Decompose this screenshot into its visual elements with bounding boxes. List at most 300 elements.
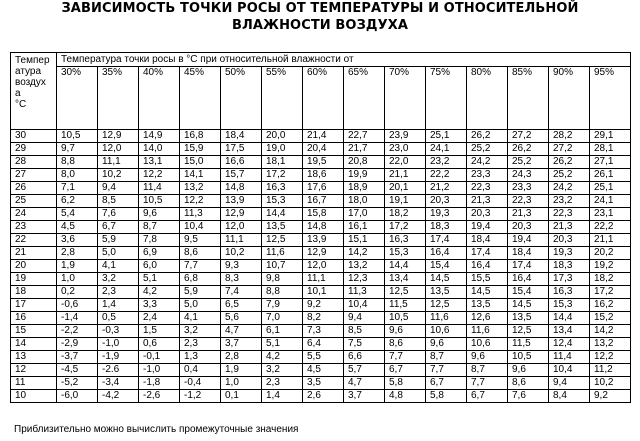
dew-point-cell: 8,8 bbox=[57, 156, 98, 169]
dew-point-cell: -0,1 bbox=[139, 351, 180, 364]
dew-point-cell: 12,0 bbox=[303, 260, 344, 273]
dew-point-cell: -2,9 bbox=[57, 338, 98, 351]
table-row bbox=[11, 182, 631, 195]
dew-point-cell: 15,4 bbox=[426, 260, 467, 273]
dew-point-cell: -4,5 bbox=[57, 364, 98, 377]
table-row bbox=[11, 247, 631, 260]
dew-point-cell: 14,8 bbox=[303, 221, 344, 234]
table-row bbox=[11, 351, 631, 364]
dew-point-cell: 20,3 bbox=[508, 221, 549, 234]
dew-point-cell: 21,3 bbox=[549, 221, 590, 234]
dew-point-cell: 17,5 bbox=[221, 143, 262, 156]
dew-point-cell: 12,4 bbox=[549, 338, 590, 351]
dew-point-cell: 1,9 bbox=[57, 260, 98, 273]
dew-point-cell: 16,1 bbox=[344, 221, 385, 234]
dew-point-cell: 11,1 bbox=[221, 234, 262, 247]
dew-point-cell: 15,0 bbox=[180, 156, 221, 169]
dew-point-cell: 3,2 bbox=[262, 364, 303, 377]
dew-point-cell: 2,3 bbox=[98, 286, 139, 299]
humidity-column-header: 70% bbox=[385, 67, 426, 130]
dew-point-cell: 18,4 bbox=[221, 130, 262, 143]
dew-point-cell: 8,7 bbox=[426, 351, 467, 364]
dew-point-cell: 20,3 bbox=[549, 234, 590, 247]
dew-point-cell: 18,2 bbox=[590, 273, 631, 286]
air-temperature-cell: 23 bbox=[11, 221, 57, 234]
table-row bbox=[11, 130, 631, 143]
dew-point-cell: 11,5 bbox=[508, 338, 549, 351]
dew-point-cell: 0,6 bbox=[139, 338, 180, 351]
dew-point-cell: 9,2 bbox=[303, 299, 344, 312]
dew-point-cell: 24,1 bbox=[590, 195, 631, 208]
air-temperature-cell: 25 bbox=[11, 195, 57, 208]
dew-point-cell: 21,4 bbox=[303, 130, 344, 143]
dew-point-cell: 25,2 bbox=[549, 169, 590, 182]
air-temperature-cell: 28 bbox=[11, 156, 57, 169]
dew-point-cell: 14,2 bbox=[344, 247, 385, 260]
dew-point-cell: 5,8 bbox=[426, 390, 467, 403]
dew-point-cell: 5,9 bbox=[98, 234, 139, 247]
dew-point-cell: -5,2 bbox=[57, 377, 98, 390]
dew-point-cell: 1,3 bbox=[180, 351, 221, 364]
dew-point-cell: 9,5 bbox=[180, 234, 221, 247]
dew-point-cell: 22,2 bbox=[590, 221, 631, 234]
dew-point-cell: 14,2 bbox=[590, 325, 631, 338]
dew-point-cell: 20,2 bbox=[590, 247, 631, 260]
dew-point-cell: 15,8 bbox=[303, 208, 344, 221]
air-temperature-cell: 14 bbox=[11, 338, 57, 351]
dew-point-cell: 8,6 bbox=[180, 247, 221, 260]
dew-point-cell: 1,0 bbox=[221, 377, 262, 390]
dew-point-cell: 12,6 bbox=[467, 312, 508, 325]
table-row bbox=[11, 299, 631, 312]
dew-point-cell: 16,4 bbox=[508, 273, 549, 286]
dew-point-cell: 15,1 bbox=[344, 234, 385, 247]
dew-point-cell: 11,3 bbox=[180, 208, 221, 221]
dew-point-cell: 22,3 bbox=[508, 195, 549, 208]
dew-point-cell: 6,5 bbox=[221, 299, 262, 312]
dew-point-cell: 19,3 bbox=[549, 247, 590, 260]
row-header-air-temperature bbox=[11, 53, 57, 130]
dew-point-cell: 20,3 bbox=[426, 195, 467, 208]
dew-point-cell: 19,5 bbox=[303, 156, 344, 169]
dew-point-cell: 16,4 bbox=[426, 247, 467, 260]
dew-point-cell: 6,7 bbox=[426, 377, 467, 390]
dew-point-cell: -0,6 bbox=[57, 299, 98, 312]
dew-point-cell: 12,2 bbox=[139, 169, 180, 182]
dew-point-cell: 11,4 bbox=[549, 351, 590, 364]
table-row bbox=[11, 377, 631, 390]
dew-point-cell: 21,1 bbox=[590, 234, 631, 247]
dew-point-cell: 13,5 bbox=[508, 312, 549, 325]
air-temperature-cell: 17 bbox=[11, 299, 57, 312]
dew-point-cell: 11,6 bbox=[262, 247, 303, 260]
dew-point-cell: 16,8 bbox=[180, 130, 221, 143]
dew-point-cell: 4,5 bbox=[303, 364, 344, 377]
dew-point-cell: 2,4 bbox=[139, 312, 180, 325]
air-temperature-cell: 16 bbox=[11, 312, 57, 325]
dew-point-cell: 26,2 bbox=[508, 143, 549, 156]
table-row bbox=[11, 312, 631, 325]
dew-point-cell: 18,3 bbox=[549, 260, 590, 273]
dew-point-cell: 6,9 bbox=[139, 247, 180, 260]
dew-point-cell: 7,7 bbox=[385, 351, 426, 364]
dew-point-cell: -2.6 bbox=[98, 364, 139, 377]
humidity-column-header: 85% bbox=[508, 67, 549, 130]
dew-point-cell: 5,4 bbox=[57, 208, 98, 221]
dew-point-cell: -1,0 bbox=[139, 364, 180, 377]
dew-point-cell: 15,4 bbox=[508, 286, 549, 299]
dew-point-cell: 19,1 bbox=[385, 195, 426, 208]
dew-point-cell: 13,5 bbox=[262, 221, 303, 234]
dew-point-cell: 18,3 bbox=[426, 221, 467, 234]
title-line-2: ВЛАЖНОСТИ ВОЗДУХА bbox=[231, 18, 408, 33]
dew-point-cell: 1,0 bbox=[57, 273, 98, 286]
dew-point-cell: 6,1 bbox=[262, 325, 303, 338]
air-temperature-cell: 18 bbox=[11, 286, 57, 299]
dew-point-cell: 16,4 bbox=[467, 260, 508, 273]
air-temperature-cell: 13 bbox=[11, 351, 57, 364]
dew-point-cell: 18,2 bbox=[385, 208, 426, 221]
dew-point-cell: 6,8 bbox=[180, 273, 221, 286]
dew-point-cell: 8,5 bbox=[98, 195, 139, 208]
row-header-line: а bbox=[15, 88, 21, 99]
dew-point-cell: 9,2 bbox=[590, 390, 631, 403]
dew-point-cell: 7,9 bbox=[262, 299, 303, 312]
dew-point-cell: 8,6 bbox=[385, 338, 426, 351]
dew-point-cell: 19,3 bbox=[426, 208, 467, 221]
dew-point-cell: 21,3 bbox=[508, 208, 549, 221]
dew-point-cell: 8,3 bbox=[221, 273, 262, 286]
row-header-line: воздух bbox=[15, 77, 46, 88]
dew-point-cell: 17,2 bbox=[262, 169, 303, 182]
dew-point-cell: 12,9 bbox=[98, 130, 139, 143]
dew-point-cell: 3,7 bbox=[221, 338, 262, 351]
table-row bbox=[11, 143, 631, 156]
dew-point-cell: 9,4 bbox=[344, 312, 385, 325]
dew-point-cell: 2,6 bbox=[303, 390, 344, 403]
air-temperature-cell: 29 bbox=[11, 143, 57, 156]
dew-point-cell: 27,2 bbox=[549, 143, 590, 156]
dew-point-cell: 18,1 bbox=[262, 156, 303, 169]
dew-point-cell: 24,1 bbox=[426, 143, 467, 156]
dew-point-cell: 17,0 bbox=[344, 208, 385, 221]
dew-point-cell: 19,2 bbox=[590, 260, 631, 273]
air-temperature-cell: 27 bbox=[11, 169, 57, 182]
air-temperature-cell: 10 bbox=[11, 390, 57, 403]
dew-point-cell: 9,4 bbox=[549, 377, 590, 390]
table-row bbox=[11, 286, 631, 299]
dew-point-cell: 8,8 bbox=[262, 286, 303, 299]
humidity-column-header: 95% bbox=[590, 67, 631, 130]
dew-point-cell: 2,3 bbox=[180, 338, 221, 351]
dew-point-cell: 6,2 bbox=[57, 195, 98, 208]
dew-point-cell: 6,6 bbox=[344, 351, 385, 364]
dew-point-cell: 11,5 bbox=[385, 299, 426, 312]
dew-point-cell: 23,3 bbox=[508, 182, 549, 195]
footnote: Приблизительно можно вычислить промежуточные значения bbox=[14, 424, 299, 435]
dew-point-cell: 5,0 bbox=[98, 247, 139, 260]
dew-point-cell: 8,7 bbox=[467, 364, 508, 377]
dew-point-cell: 7,1 bbox=[57, 182, 98, 195]
document-title bbox=[0, 0, 640, 34]
table-header-row bbox=[11, 53, 631, 67]
dew-point-cell: 17,2 bbox=[590, 286, 631, 299]
dew-point-cell: 6,0 bbox=[139, 260, 180, 273]
dew-point-cell: 3,6 bbox=[57, 234, 98, 247]
dew-point-cell: 4,8 bbox=[385, 390, 426, 403]
dew-point-cell: 22,3 bbox=[467, 182, 508, 195]
dew-point-cell: -3,4 bbox=[98, 377, 139, 390]
dew-point-cell: 1,5 bbox=[139, 325, 180, 338]
dew-point-cell: 26,2 bbox=[467, 130, 508, 143]
dew-point-cell: 12,0 bbox=[98, 143, 139, 156]
dew-point-cell: 17,3 bbox=[549, 273, 590, 286]
dew-point-cell: 19,9 bbox=[344, 169, 385, 182]
dew-point-cell: 10,4 bbox=[344, 299, 385, 312]
dew-point-cell: 27,1 bbox=[590, 156, 631, 169]
dew-point-cell: 6,7 bbox=[467, 390, 508, 403]
dew-point-cell: 21,7 bbox=[344, 143, 385, 156]
table-row bbox=[11, 156, 631, 169]
dew-point-cell: 14,4 bbox=[262, 208, 303, 221]
dew-point-cell: 26,2 bbox=[549, 156, 590, 169]
dew-point-cell: 12,5 bbox=[508, 325, 549, 338]
humidity-column-header: 55% bbox=[262, 67, 303, 130]
dew-point-cell: 16,2 bbox=[590, 299, 631, 312]
air-temperature-cell: 26 bbox=[11, 182, 57, 195]
dew-point-cell: 14,4 bbox=[549, 312, 590, 325]
dew-point-cell: 19,4 bbox=[508, 234, 549, 247]
row-header-line: Темпер bbox=[15, 55, 50, 66]
dew-point-cell: 20,4 bbox=[303, 143, 344, 156]
dew-point-cell: 22,2 bbox=[426, 169, 467, 182]
table-row bbox=[11, 169, 631, 182]
dew-point-cell: -1,8 bbox=[139, 377, 180, 390]
dew-point-cell: 25,1 bbox=[426, 130, 467, 143]
dew-point-cell: 14,5 bbox=[508, 299, 549, 312]
dew-point-cell: 14,5 bbox=[426, 273, 467, 286]
dew-point-cell: 11,4 bbox=[139, 182, 180, 195]
dew-point-cell: 7,7 bbox=[426, 364, 467, 377]
dew-point-cell: 23,3 bbox=[467, 169, 508, 182]
dew-point-cell: 22,3 bbox=[549, 208, 590, 221]
dew-point-cell: 24,2 bbox=[549, 182, 590, 195]
dew-point-cell: 3,3 bbox=[139, 299, 180, 312]
dew-point-cell: 9,6 bbox=[467, 351, 508, 364]
dew-point-cell: 14,9 bbox=[139, 130, 180, 143]
dew-point-cell: 9,6 bbox=[385, 325, 426, 338]
dew-point-cell: 12,5 bbox=[385, 286, 426, 299]
dew-point-cell: 11,3 bbox=[344, 286, 385, 299]
table-row bbox=[11, 364, 631, 377]
dew-point-cell: 5,8 bbox=[385, 377, 426, 390]
dew-point-cell: 7,0 bbox=[262, 312, 303, 325]
dew-point-cell: 18,4 bbox=[467, 234, 508, 247]
dew-point-cell: 10,1 bbox=[303, 286, 344, 299]
column-group-caption: Температура точки росы в °С при относительной влажности от bbox=[57, 53, 631, 67]
dew-point-cell: 8,2 bbox=[303, 312, 344, 325]
dew-point-cell: 10,5 bbox=[508, 351, 549, 364]
dew-point-cell: 11,2 bbox=[590, 364, 631, 377]
dew-point-cell: 14,4 bbox=[385, 260, 426, 273]
air-temperature-cell: 21 bbox=[11, 247, 57, 260]
dew-point-cell: 10,4 bbox=[180, 221, 221, 234]
dew-point-table bbox=[10, 52, 631, 403]
dew-point-cell: 8,0 bbox=[57, 169, 98, 182]
dew-point-cell: 13,9 bbox=[303, 234, 344, 247]
dew-point-cell: 13,5 bbox=[426, 286, 467, 299]
dew-point-cell: 25,2 bbox=[467, 143, 508, 156]
dew-point-cell: 4,2 bbox=[262, 351, 303, 364]
dew-point-cell: -6,0 bbox=[57, 390, 98, 403]
dew-point-cell: 8,7 bbox=[139, 221, 180, 234]
dew-point-table-body bbox=[11, 53, 631, 403]
dew-point-cell: 0,1 bbox=[221, 390, 262, 403]
humidity-header-row bbox=[11, 67, 631, 130]
dew-point-cell: 12,5 bbox=[426, 299, 467, 312]
dew-point-cell: 8,5 bbox=[344, 325, 385, 338]
dew-point-cell: 27,2 bbox=[508, 130, 549, 143]
dew-point-cell: 12,5 bbox=[262, 234, 303, 247]
dew-point-cell: 6,7 bbox=[98, 221, 139, 234]
dew-point-cell: 10,5 bbox=[139, 195, 180, 208]
dew-point-cell: 13,2 bbox=[344, 260, 385, 273]
title-line-1: ЗАВИСИМОСТЬ ТОЧКИ РОСЫ ОТ ТЕМПЕРАТУРЫ И ОТНОСИТЕЛЬНОЙ bbox=[61, 1, 579, 16]
dew-point-cell: 19,0 bbox=[262, 143, 303, 156]
table-row bbox=[11, 390, 631, 403]
dew-point-cell: 17,4 bbox=[467, 247, 508, 260]
dew-point-cell: 4,7 bbox=[221, 325, 262, 338]
dew-point-cell: 24,2 bbox=[467, 156, 508, 169]
dew-point-cell: 10,2 bbox=[590, 377, 631, 390]
dew-point-cell: 15,3 bbox=[549, 299, 590, 312]
dew-point-cell: 10,5 bbox=[57, 130, 98, 143]
air-temperature-cell: 12 bbox=[11, 364, 57, 377]
dew-point-cell: 6,4 bbox=[303, 338, 344, 351]
dew-point-cell: 7,5 bbox=[344, 338, 385, 351]
dew-point-cell: 3,2 bbox=[180, 325, 221, 338]
row-header-line: °С bbox=[15, 99, 27, 110]
dew-point-cell: 10,7 bbox=[262, 260, 303, 273]
dew-point-cell: 7,8 bbox=[139, 234, 180, 247]
dew-point-cell: 4,2 bbox=[139, 286, 180, 299]
table-row bbox=[11, 195, 631, 208]
humidity-column-header: 50% bbox=[221, 67, 262, 130]
air-temperature-cell: 22 bbox=[11, 234, 57, 247]
dew-point-cell: 10,6 bbox=[426, 325, 467, 338]
air-temperature-cell: 15 bbox=[11, 325, 57, 338]
dew-point-cell: 20,1 bbox=[385, 182, 426, 195]
dew-point-cell: 14,0 bbox=[139, 143, 180, 156]
dew-point-cell: 11,6 bbox=[426, 312, 467, 325]
dew-point-cell: 22,7 bbox=[344, 130, 385, 143]
dew-point-cell: 1,4 bbox=[98, 299, 139, 312]
dew-point-cell: 12,0 bbox=[221, 221, 262, 234]
table-row bbox=[11, 273, 631, 286]
dew-point-cell: -1,4 bbox=[57, 312, 98, 325]
dew-point-cell: 9,6 bbox=[508, 364, 549, 377]
dew-point-cell: 12,2 bbox=[590, 351, 631, 364]
dew-point-cell: 8,6 bbox=[508, 377, 549, 390]
dew-point-cell: -0,4 bbox=[180, 377, 221, 390]
dew-point-cell: 7,3 bbox=[303, 325, 344, 338]
dew-point-cell: 23,9 bbox=[385, 130, 426, 143]
humidity-column-header: 65% bbox=[344, 67, 385, 130]
table-row bbox=[11, 338, 631, 351]
dew-point-cell: 23,0 bbox=[385, 143, 426, 156]
dew-point-cell: 7,6 bbox=[98, 208, 139, 221]
dew-point-cell: 15,3 bbox=[262, 195, 303, 208]
dew-point-cell: 6,7 bbox=[385, 364, 426, 377]
dew-point-cell: -1,9 bbox=[98, 351, 139, 364]
air-temperature-cell: 24 bbox=[11, 208, 57, 221]
dew-point-cell: 9,6 bbox=[139, 208, 180, 221]
dew-point-cell: 13,9 bbox=[221, 195, 262, 208]
dew-point-cell: 9,6 bbox=[426, 338, 467, 351]
humidity-column-header: 60% bbox=[303, 67, 344, 130]
dew-point-cell: 5,6 bbox=[221, 312, 262, 325]
dew-point-cell: 4,7 bbox=[344, 377, 385, 390]
table-row bbox=[11, 234, 631, 247]
dew-point-cell: 7,6 bbox=[508, 390, 549, 403]
dew-point-cell: 10,6 bbox=[467, 338, 508, 351]
dew-point-cell: 21,3 bbox=[467, 195, 508, 208]
dew-point-cell: 17,4 bbox=[508, 260, 549, 273]
dew-point-cell: 18,9 bbox=[344, 182, 385, 195]
dew-point-cell: 13,4 bbox=[549, 325, 590, 338]
dew-point-cell: 5,9 bbox=[180, 286, 221, 299]
dew-point-cell: 9,8 bbox=[262, 273, 303, 286]
humidity-column-header: 90% bbox=[549, 67, 590, 130]
dew-point-cell: -2,2 bbox=[57, 325, 98, 338]
dew-point-cell: 10,2 bbox=[221, 247, 262, 260]
table-row bbox=[11, 208, 631, 221]
dew-point-cell: 18,0 bbox=[344, 195, 385, 208]
dew-point-cell: 21,2 bbox=[426, 182, 467, 195]
dew-point-cell: 11,1 bbox=[303, 273, 344, 286]
dew-point-cell: 26,1 bbox=[590, 169, 631, 182]
dew-point-cell: 21,1 bbox=[385, 169, 426, 182]
dew-point-cell: 16,3 bbox=[385, 234, 426, 247]
dew-point-cell: 12,9 bbox=[303, 247, 344, 260]
dew-point-cell: 20,0 bbox=[262, 130, 303, 143]
air-temperature-cell: 20 bbox=[11, 260, 57, 273]
dew-point-cell: 16,3 bbox=[262, 182, 303, 195]
dew-point-cell: 23,1 bbox=[590, 208, 631, 221]
dew-point-cell: 4,1 bbox=[180, 312, 221, 325]
air-temperature-cell: 11 bbox=[11, 377, 57, 390]
dew-point-cell: 0,2 bbox=[57, 286, 98, 299]
dew-point-cell: 12,9 bbox=[221, 208, 262, 221]
dew-point-cell: 7,7 bbox=[467, 377, 508, 390]
dew-point-cell: 13,4 bbox=[385, 273, 426, 286]
humidity-column-header: 80% bbox=[467, 67, 508, 130]
dew-point-cell: 0,5 bbox=[98, 312, 139, 325]
dew-point-cell: 10,5 bbox=[385, 312, 426, 325]
humidity-column-header: 45% bbox=[180, 67, 221, 130]
dew-point-cell: 23,2 bbox=[426, 156, 467, 169]
dew-point-cell: -4,2 bbox=[98, 390, 139, 403]
dew-point-cell: 28,1 bbox=[590, 143, 631, 156]
dew-point-cell: -1,0 bbox=[98, 338, 139, 351]
dew-point-cell: -1,2 bbox=[180, 390, 221, 403]
humidity-column-header: 30% bbox=[57, 67, 98, 130]
dew-point-cell: 1,4 bbox=[262, 390, 303, 403]
dew-point-cell: 19,4 bbox=[467, 221, 508, 234]
dew-point-cell: 9,7 bbox=[57, 143, 98, 156]
dew-point-cell: 23,2 bbox=[549, 195, 590, 208]
dew-point-cell: 12,3 bbox=[344, 273, 385, 286]
